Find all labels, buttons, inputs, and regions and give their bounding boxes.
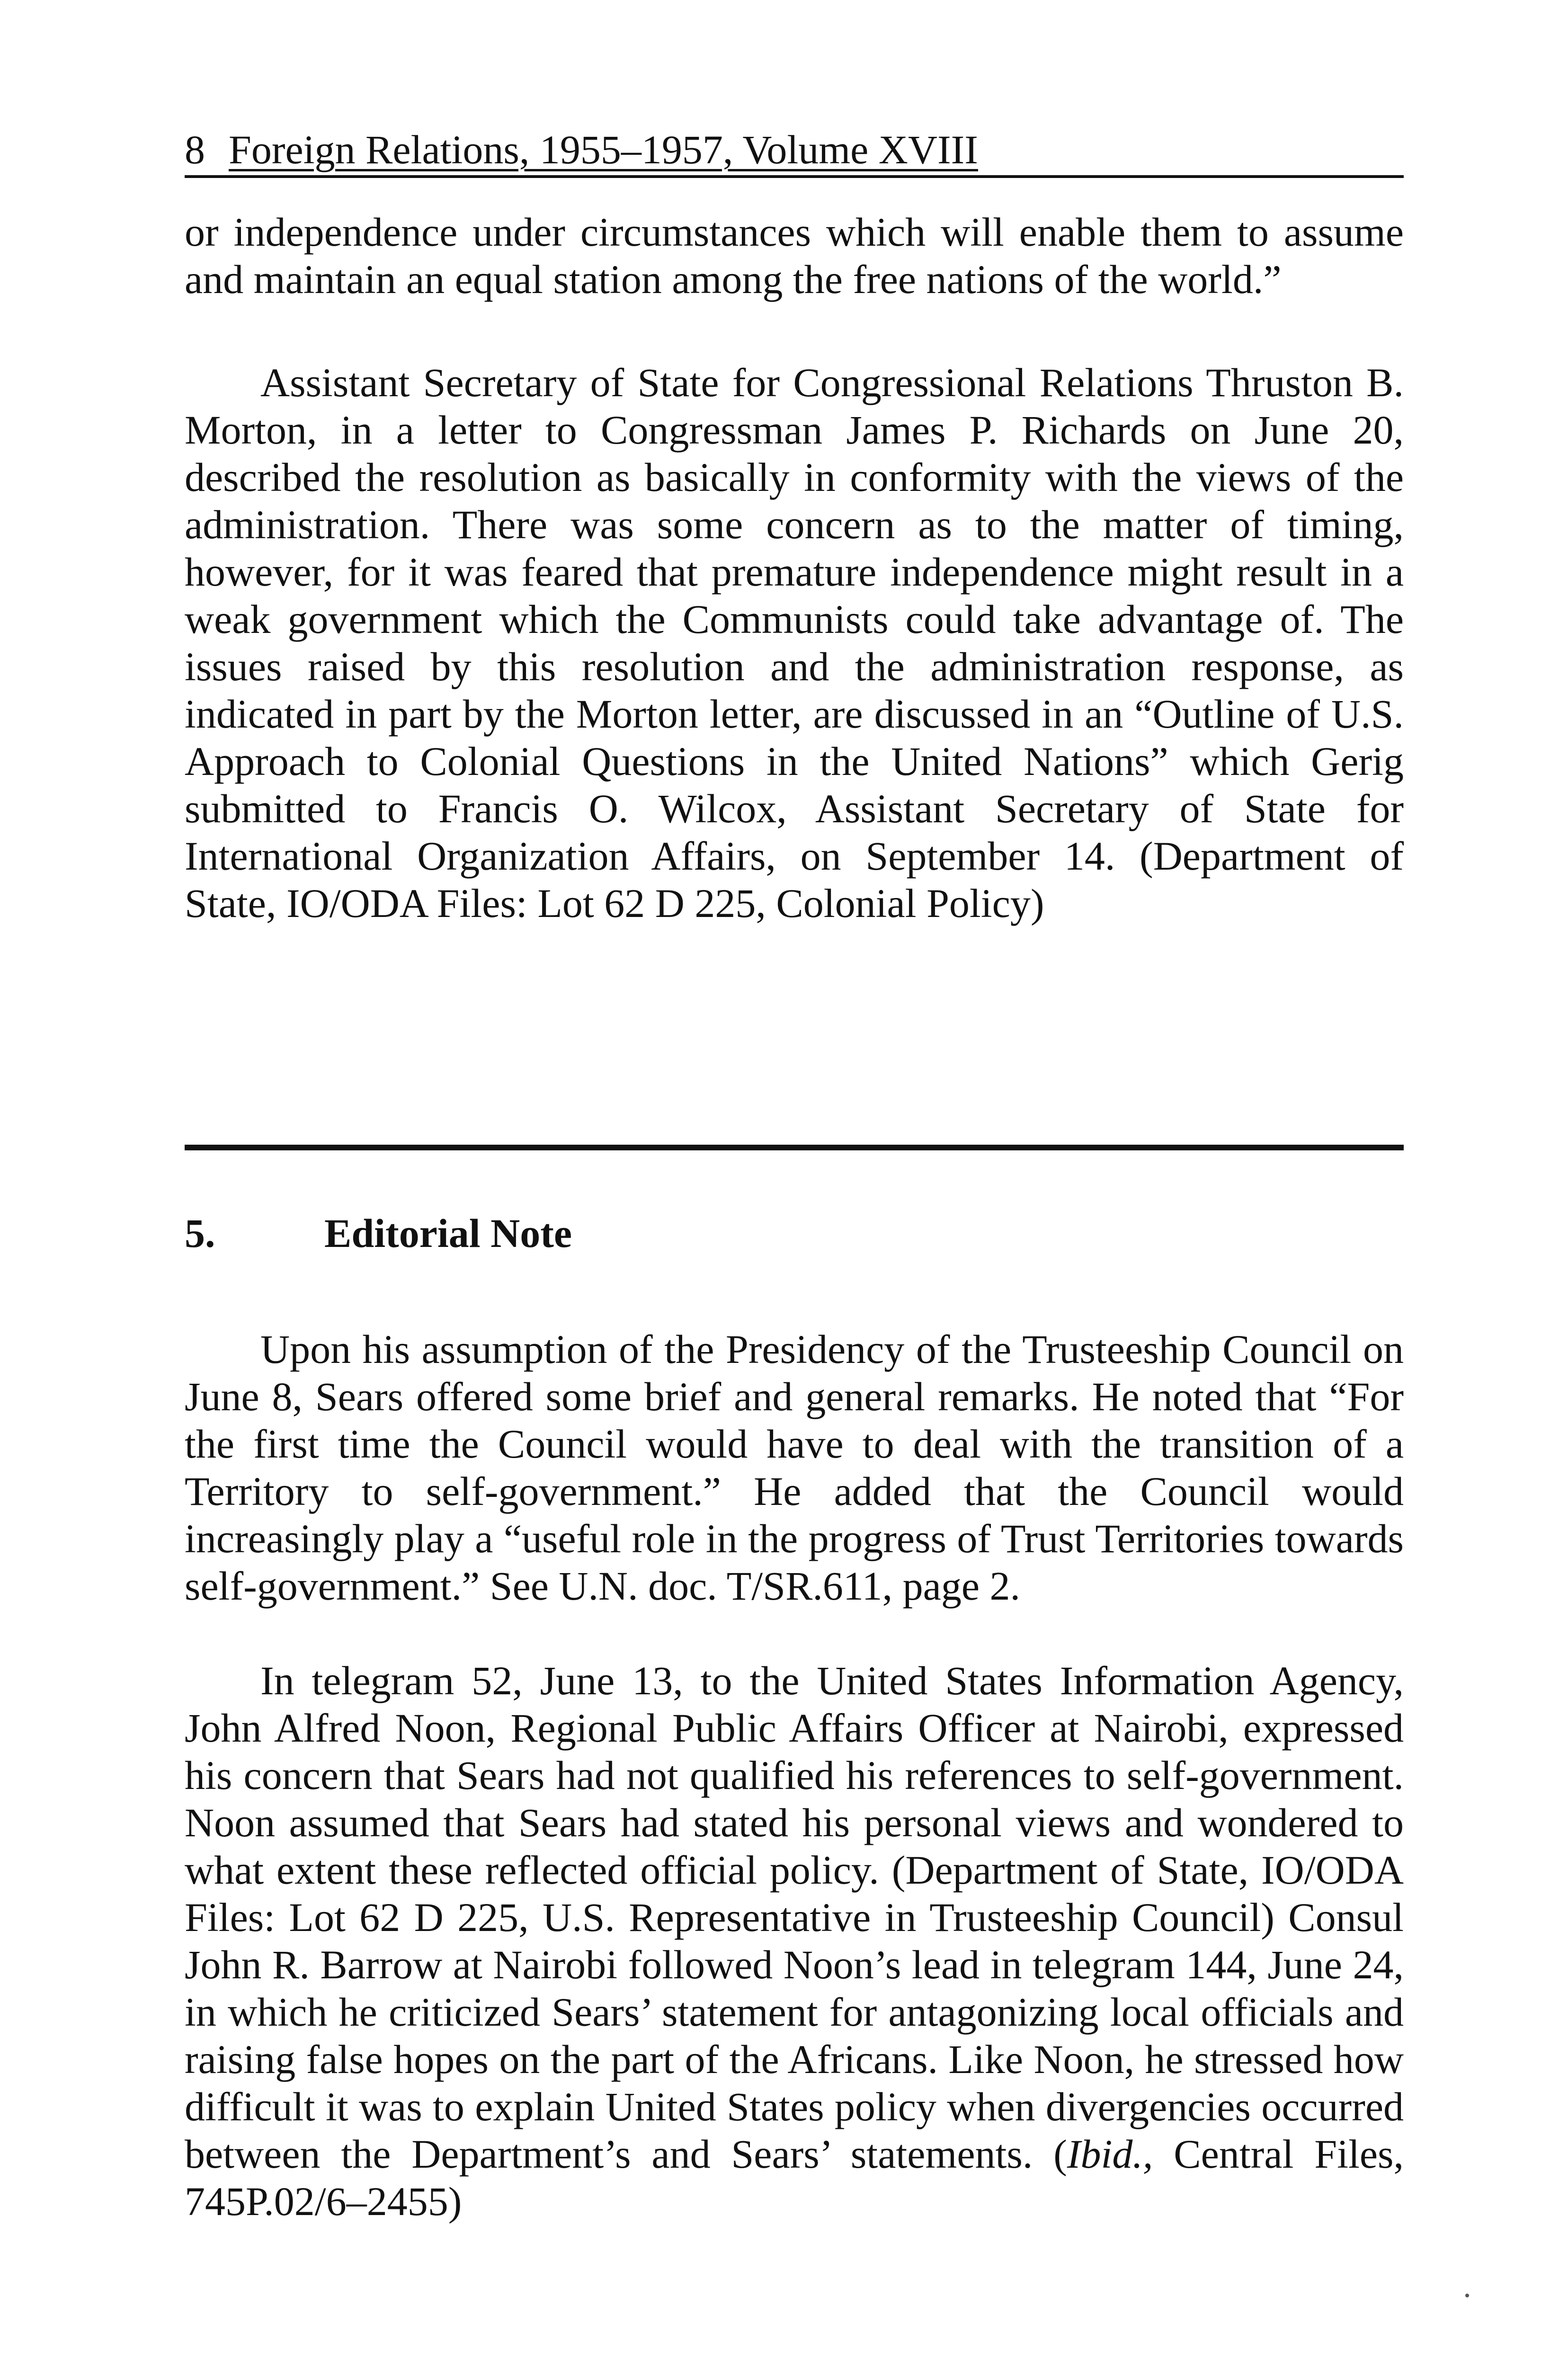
page-number: 8 (185, 127, 205, 172)
section-divider (185, 1145, 1404, 1150)
section-heading (185, 1210, 1404, 1257)
editorial-paragraph (185, 1657, 1404, 2225)
section-title: Editorial Note (324, 1210, 572, 1256)
body-paragraph: Assistant Secretary of State for Congressional Relations Thruston B. Morton, in a letter to Congressman James P. Richards on June 20, described the resolution as basically in conformity with the views of the administration. There was some concern as to the matter of timing, however, for it was feared that premature independence might result in a weak government which the Communists could take advantage of. The issues raised by this resolution and the administration response, as indicated in part by the Morton letter, are discussed in an “Outline of U.S. Approach to Colonial Questions in the United Nations” which Gerig submitted to Francis O. Wilcox, Assistant Secretary of State for International Organization Affairs, on September 14. (Department of State, IO/ODA Files: Lot 62 D 225, Colonial Policy) (185, 360, 1404, 926)
running-head-title: Foreign Relations, 1955–1957, Volume XVIII (229, 127, 978, 172)
citation-text: Central Files, 745P.02/6–2455) (185, 2131, 1404, 2224)
continued-paragraph: or independence under circumstances which will enable them to assume and maintain an equal station among the free nations of the world.” (185, 209, 1404, 302)
ibid-citation: Ibid., (1067, 2131, 1153, 2177)
running-head (185, 124, 1404, 178)
editorial-paragraph: Upon his assumption of the Presidency of the Trusteeship Council on June 8, Sears offered some brief and general remarks. He noted that “For the first time the Council would have to deal with the transition of a Territory to self-government.” He added that the Council would increasingly play a “useful role in the progress of Trust Territories towards self-government.” See U.N. doc. T/SR.611, page 2. (185, 1326, 1404, 1609)
editorial-paragraph-text: In telegram 52, June 13, to the United States Information Agency, John Alfred Noon, Regional Public Affairs Officer at Nairobi, expressed his concern that Sears had not qualified his references to self-government. Noon assumed that Sears had stated his personal views and wondered to what extent these reflected official policy. (Department of State, IO/ODA Files: Lot 62 D 225, U.S. Representative in Trusteeship Council) Consul John R. Barrow at Nairobi followed Noon’s lead in telegram 144, June 24, in which he criticized Sears’ statement for antagonizing local officials and raising false hopes on the part of the Africans. Like Noon, he stressed how difficult it was to explain United States policy when divergencies occurred between the Department’s and Sears’ statements. (185, 1658, 1404, 2177)
citation-open-paren: ( (1053, 2131, 1067, 2177)
scan-speck (1465, 2294, 1469, 2297)
section-number: 5. (185, 1210, 215, 1256)
